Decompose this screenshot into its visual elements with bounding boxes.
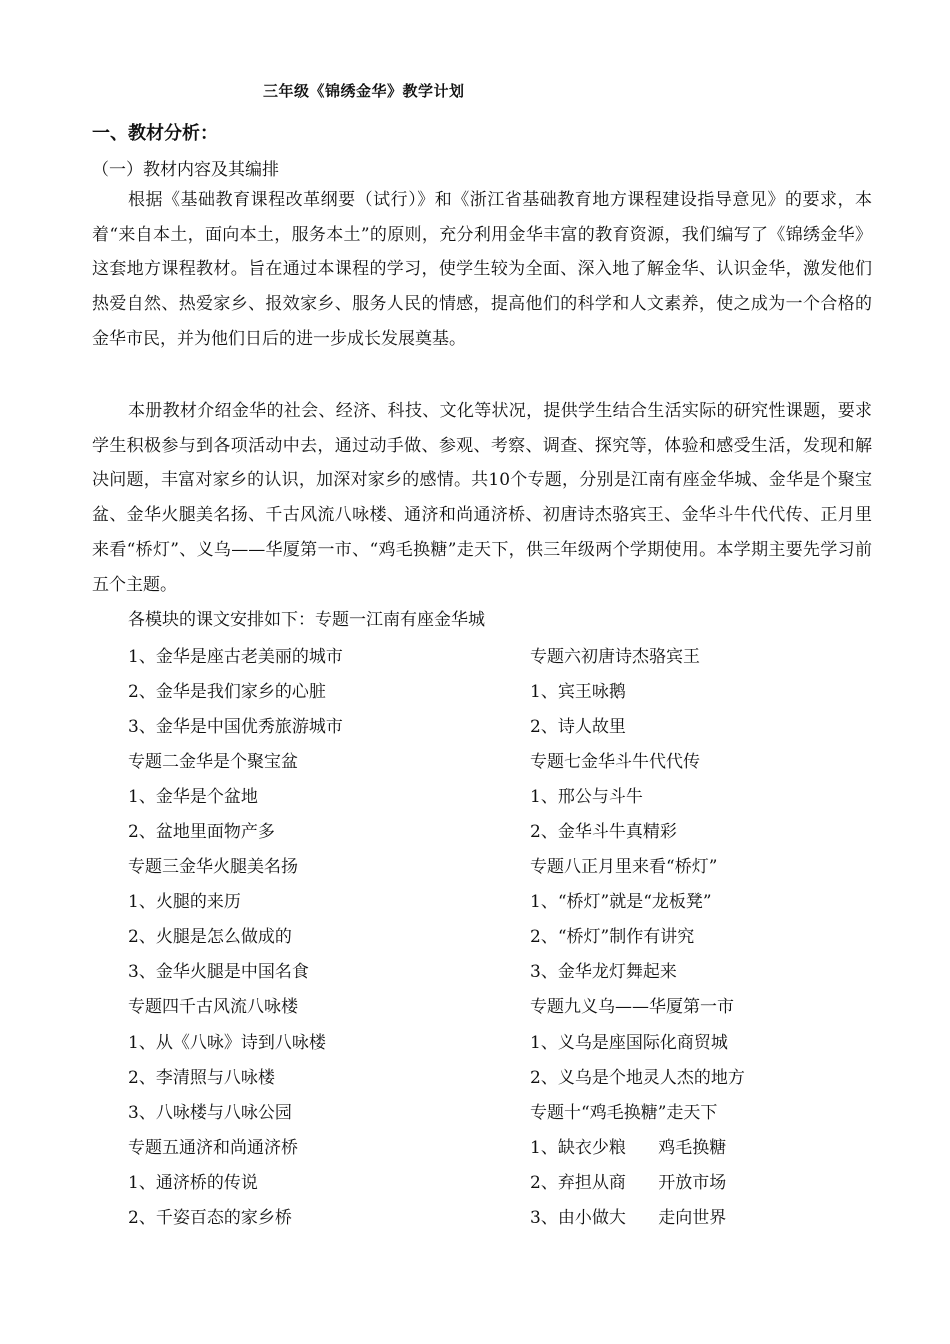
list-item: 1、金华是座古老美丽的城市: [128, 647, 343, 667]
list-item: 2、火腿是怎么做成的: [128, 927, 292, 948]
list-item: 2、弃担从商 开放市场: [530, 1172, 727, 1193]
list-item: 1、从《八咏》诗到八咏楼: [128, 1032, 326, 1053]
list-item: 3、金华是中国优秀旅游城市: [128, 717, 343, 738]
section-heading: 一、教材分析：: [92, 123, 218, 144]
list-item: 2、“桥灯”制作有讲究: [530, 927, 695, 948]
topic-list-left: [128, 640, 343, 1236]
topic-heading: 专题五通济和尚通济桥: [128, 1137, 298, 1158]
topic-heading: 专题十“鸡毛换糖”走天下: [530, 1102, 718, 1123]
list-item: 1、通济桥的传说: [128, 1172, 258, 1193]
topic-heading: 专题六初唐诗杰骆宾王: [530, 647, 700, 667]
topic-heading: 专题八正月里来看“桥灯”: [530, 857, 718, 878]
modules-intro: 各模块的课文安排如下：专题一江南有座金华城: [128, 610, 485, 630]
document-title: 三年级《锦绣金华》教学计划: [263, 82, 465, 100]
list-item: 1、义乌是座国际化商贸城: [530, 1032, 728, 1053]
list-item: 1、缺衣少粮 鸡毛换糖: [530, 1137, 727, 1158]
list-item: 2、义乌是个地灵人杰的地方: [530, 1067, 745, 1088]
topic-heading: 专题三金华火腿美名扬: [128, 857, 298, 878]
list-item: 1、宾王咏鹅: [530, 682, 626, 703]
topic-heading: 专题七金华斗牛代代传: [530, 752, 700, 773]
list-item: 3、由小做大 走向世界: [530, 1207, 727, 1228]
list-item: 2、李清照与八咏楼: [128, 1067, 275, 1088]
list-item: 3、金华火腿是中国名食: [128, 962, 309, 983]
list-item: 3、八咏楼与八咏公园: [128, 1102, 292, 1123]
list-item: 2、诗人故里: [530, 717, 626, 738]
topic-list-right: [530, 640, 745, 1236]
list-item: 2、盆地里面物产多: [128, 822, 275, 843]
list-item: 2、金华斗牛真精彩: [530, 822, 677, 843]
topic-heading: 专题二金华是个聚宝盆: [128, 752, 298, 773]
list-item: 1、火腿的来历: [128, 892, 241, 913]
topic-heading: 专题九义乌——华厦第一市: [530, 997, 734, 1018]
paragraph-background: 根据《基础教育课程改革纲要（试行）》和《浙江省基础教育地方课程建设指导意见》的要求，本着“来自本土，面向本土，服务本土”的原则，充分利用金华丰富的教育资源，我们编写了《锦绣金华》这套地方课程教材。旨在通过本课程的学习，使学生较为全面、深入地了解金华、认识金华，激发他们热爱自然、热爱家乡、报效家乡、服务人民的情感，提高他们的科学和人文素养，使之成为一个合格的金华市民，并为他们日后的进一步成长发展奠基。: [92, 190, 872, 349]
list-item: 2、千姿百态的家乡桥: [128, 1207, 292, 1228]
topic-heading: 专题四千古风流八咏楼: [128, 997, 298, 1018]
list-item: 1、金华是个盆地: [128, 787, 258, 808]
list-item: 1、邢公与斗牛: [530, 787, 643, 808]
list-item: 2、金华是我们家乡的心脏: [128, 682, 326, 703]
list-item: 3、金华龙灯舞起来: [530, 962, 677, 983]
paragraph-content-overview: 本册教材介绍金华的社会、经济、科技、文化等状况，提供学生结合生活实际的研究性课题，要求学生积极参与到各项活动中去，通过动手做、参观、考察、调查、探究等，体验和感受生活，发现和解决问题，丰富对家乡的认识，加深对家乡的感情。共10个专题，分别是江南有座金华城、金华是个聚宝盆、金华火腿美名扬、千古风流八咏楼、通济和尚通济桥、初唐诗杰骆宾王、金华斗牛代代传、正月里来看“桥灯”、义乌——华厦第一市、“鸡毛换糖”走天下，供三年级两个学期使用。本学期主要先学习前五个主题。: [92, 401, 872, 595]
subsection-heading: （一）教材内容及其编排: [92, 160, 279, 180]
list-item: 1、“桥灯”就是“龙板凳”: [530, 892, 712, 913]
